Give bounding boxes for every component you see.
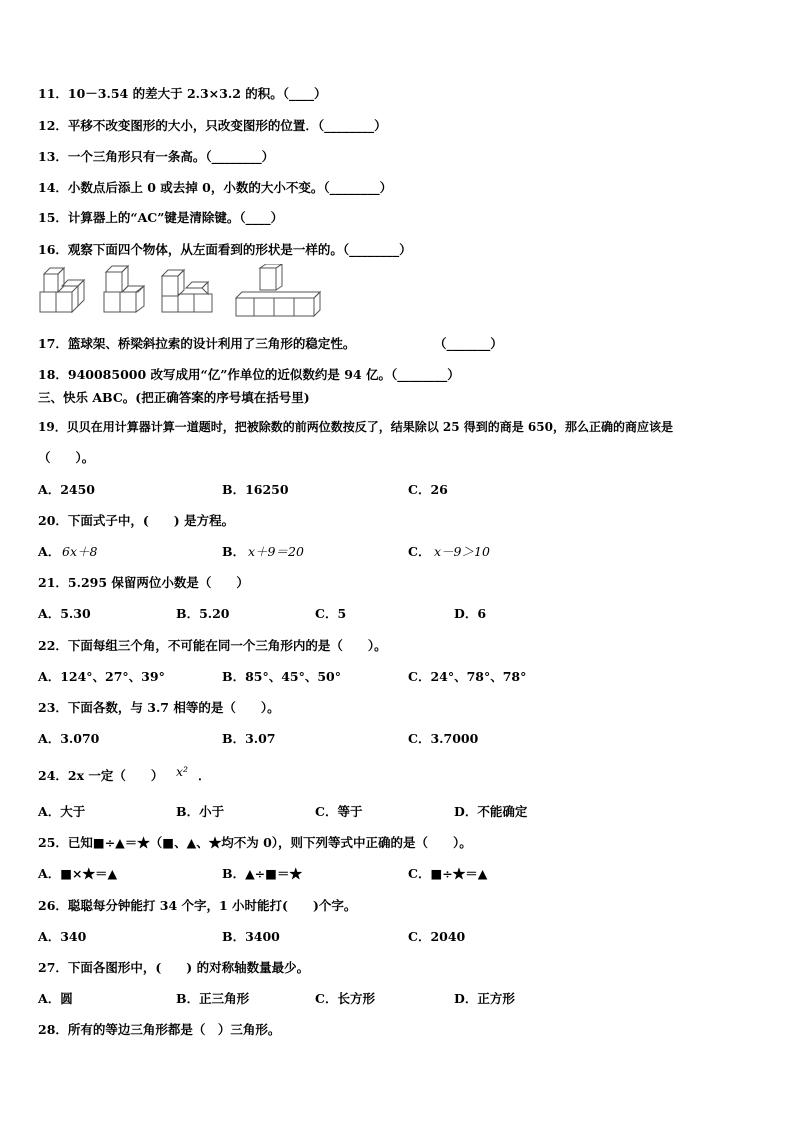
q21-option-a: A．5.30 [38, 606, 91, 621]
q20-option-b-label: B． [222, 544, 246, 559]
question-11: 11．10－3.54 的差大于 2.3×3.2 的积。（____） [38, 86, 327, 101]
question-13: 13．一个三角形只有一条高。（________） [38, 149, 275, 164]
q20-option-a-expr: 6x＋8 [62, 544, 98, 559]
q19-option-c: C．26 [408, 482, 448, 497]
q27-option-c: C．长方形 [315, 991, 375, 1006]
q20-option-c-expr: x－9＞10 [434, 544, 490, 559]
question-17-blank: （_______） [434, 336, 503, 351]
q24-option-a: A．大于 [38, 804, 86, 819]
q27-option-d: D．正方形 [454, 991, 515, 1006]
question-16: 16．观察下面四个物体，从左面看到的形状是一样的。（________） [38, 242, 412, 257]
question-20: 20．下面式子中，( ) 是方程。 [38, 513, 235, 528]
cube-drawings [38, 264, 328, 322]
q24-expression: x² [176, 764, 189, 779]
question-24: 24．2x 一定（ ） [38, 768, 164, 783]
question-15: 15．计算器上的“AC”键是清除键。（____） [38, 210, 284, 225]
question-18: 18．940085000 改写成用“亿”作单位的近似数约是 94 亿。（________） [38, 367, 460, 382]
question-28: 28．所有的等边三角形都是（ ）三角形。 [38, 1022, 281, 1037]
q22-option-c: C．24°、78°、78° [408, 669, 527, 684]
figure-3 [162, 270, 212, 312]
question-14: 14．小数点后添上 0 或去掉 0，小数的大小不变。（________） [38, 180, 393, 195]
q19-option-b: B．16250 [222, 482, 289, 497]
question-17: 17．篮球架、桥梁斜拉索的设计利用了三角形的稳定性。 [38, 336, 356, 351]
q23-option-a: A．3.070 [38, 731, 100, 746]
q23-option-c: C．3.7000 [408, 731, 479, 746]
q24-option-c: C．等于 [315, 804, 363, 819]
q21-option-c: C．5 [315, 606, 347, 621]
q22-option-b: B．85°、45°、50° [222, 669, 342, 684]
q22-option-a: A．124°、27°、39° [38, 669, 165, 684]
q20-option-b-expr: x＋9＝20 [248, 544, 304, 559]
cube-figures [38, 264, 328, 322]
question-19-line2: （ ）。 [38, 450, 95, 465]
figure-1 [40, 268, 84, 312]
q26-option-b: B．3400 [222, 929, 280, 944]
question-12: 12．平移不改变图形的大小，只改变图形的位置．（________） [38, 118, 387, 133]
q23-option-b: B．3.07 [222, 731, 276, 746]
q20-option-c-label: C． [408, 544, 431, 559]
figure-4 [236, 264, 320, 316]
q19-option-a: A．2450 [38, 482, 95, 497]
q24-option-b: B．小于 [176, 804, 225, 819]
q21-option-b: B．5.20 [176, 606, 230, 621]
q27-option-b: B．正三角形 [176, 991, 250, 1006]
question-19-line1: 19．贝贝在用计算器计算一道题时，把被除数的前两位数按反了，结果除以 25 得到的商是 650，那么正确的商应该是 [38, 420, 673, 434]
q25-option-a: A．■×★＝▲ [38, 866, 118, 881]
question-25: 25．已知■÷▲＝★（■、▲、★均不为 0），则下列等式中正确的是（ ）。 [38, 835, 472, 850]
q20-option-a-label: A． [38, 544, 61, 559]
q21-option-d: D．6 [454, 606, 487, 621]
q26-option-a: A．340 [38, 929, 87, 944]
section-3-heading: 三、快乐 ABC。(把正确答案的序号填在括号里) [38, 390, 310, 405]
question-26: 26．聪聪每分钟能打 34 个字，1 小时能打( )个字。 [38, 898, 357, 913]
question-27: 27．下面各图形中，( ) 的对称轴数量最少。 [38, 960, 310, 975]
q25-option-b: B．▲÷■＝★ [222, 866, 302, 881]
q27-option-a: A．圆 [38, 991, 73, 1006]
q25-option-c: C．■÷★＝▲ [408, 866, 488, 881]
question-22: 22．下面每组三个角，不可能在同一个三角形内的是（ ）。 [38, 638, 387, 653]
q24-option-d: D．不能确定 [454, 804, 528, 819]
question-21: 21．5.295 保留两位小数是（ ） [38, 575, 249, 590]
figure-2 [104, 266, 144, 312]
q26-option-c: C．2040 [408, 929, 466, 944]
question-23: 23．下面各数，与 3.7 相等的是（ ）。 [38, 700, 280, 715]
q24-end: ． [198, 768, 211, 783]
